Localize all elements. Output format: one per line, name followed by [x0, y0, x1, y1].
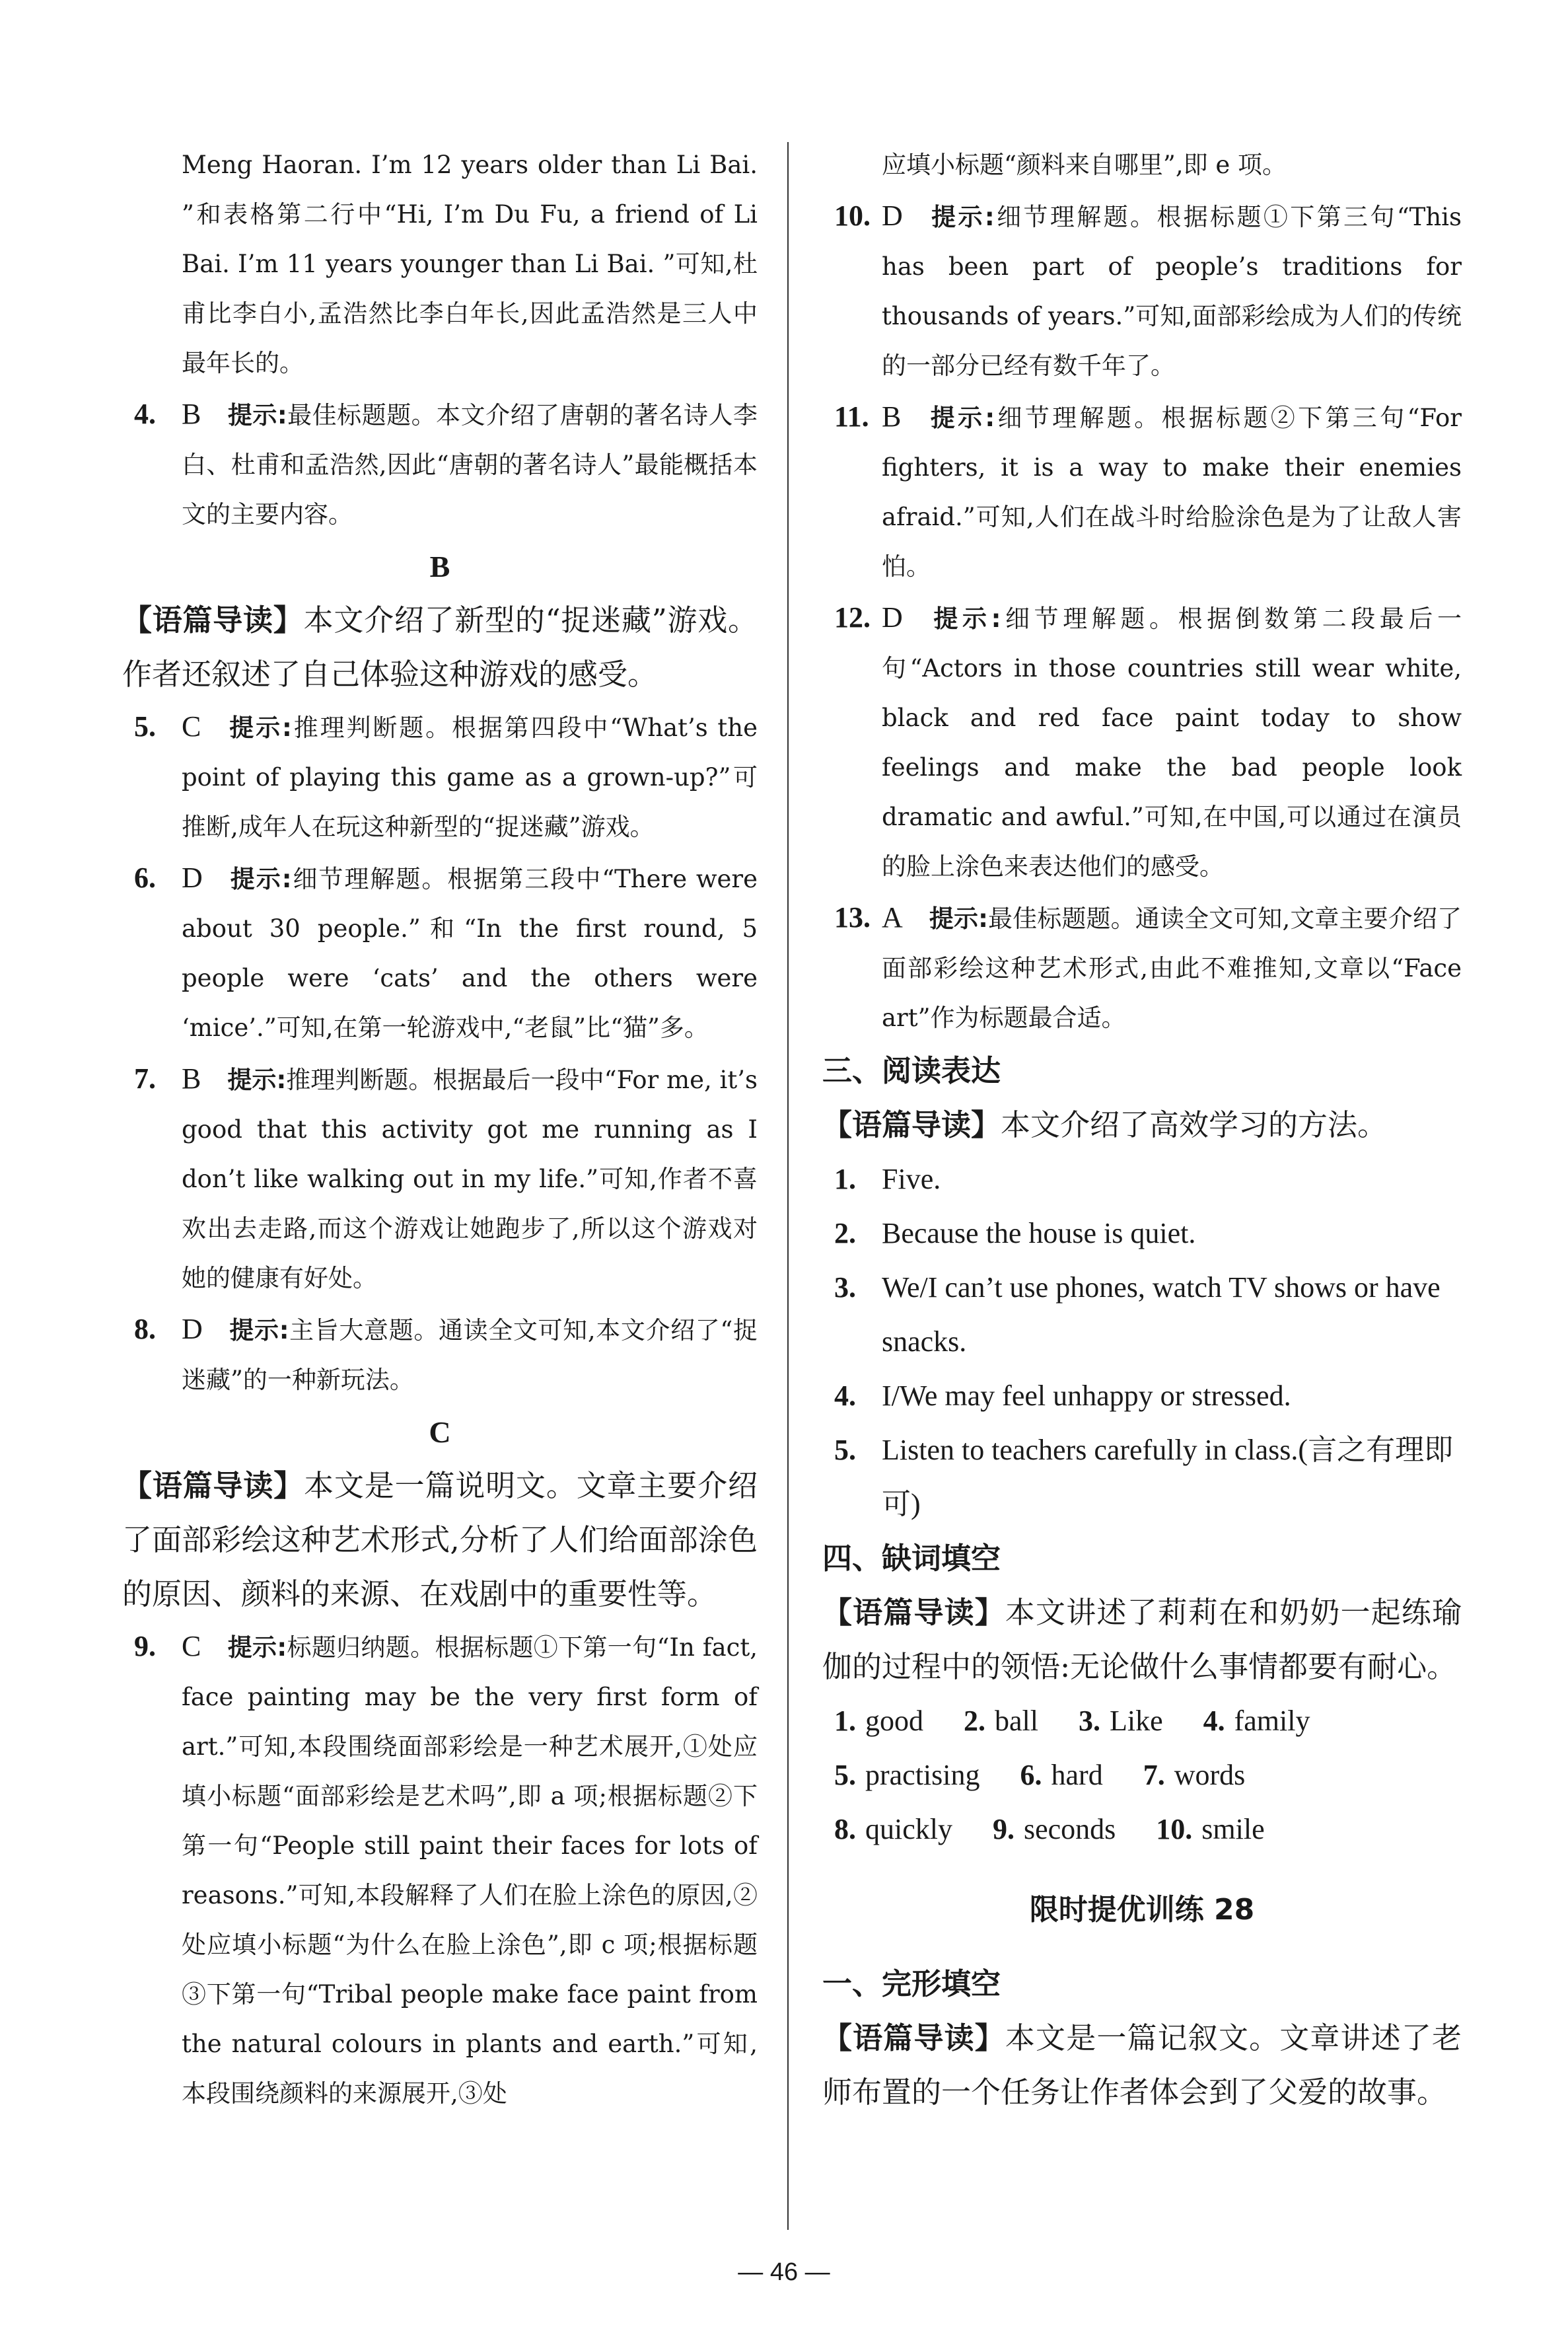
section-b-heading: B: [429, 550, 450, 583]
guide-text: 本文是一篇记叙文。文章讲述了老师布置的一个任务让作者体会到了父爱的故事。: [822, 2020, 1462, 2110]
answer-letter: C: [182, 1630, 201, 1662]
fill-word: words: [1174, 1759, 1246, 1791]
question-number: 4.: [134, 398, 156, 430]
answer-item-6: [122, 853, 758, 1052]
fill-word: ball: [995, 1705, 1038, 1737]
answer-item-13: [822, 893, 1462, 1043]
question-number: 13.: [834, 901, 871, 934]
fill-number: 5.: [834, 1759, 856, 1791]
answer-item-10: [822, 191, 1462, 390]
fill-number: 4.: [1203, 1705, 1225, 1737]
fill-number: 9.: [992, 1813, 1015, 1845]
answer-letter: B: [182, 398, 201, 430]
fill-word: hard: [1051, 1759, 1103, 1791]
right-column: [822, 140, 1462, 2120]
hint-label: 提示:: [927, 404, 995, 432]
fill-number: 10.: [1156, 1813, 1193, 1845]
fill-word: practising: [865, 1759, 980, 1791]
answer-letter: D: [882, 601, 903, 634]
fill-word: smile: [1201, 1813, 1265, 1845]
fill-row-2: [822, 1748, 1462, 1802]
exercise-title: 限时提优训练 28: [1029, 1893, 1255, 1927]
answer-letter: B: [182, 1062, 201, 1095]
question-number: 5.: [134, 710, 156, 743]
answer-item-7: [122, 1054, 758, 1303]
answer-number: 2.: [834, 1217, 856, 1249]
hint-label: 提示:: [229, 865, 292, 893]
explanation-text: 标题归纳题。根据标题①下第一句“In fact, face painting may be the very first form of art.”可知,本段围绕面部彩绘是一种艺术展开,①处应填小标题“面部彩绘是艺术吗”,即 a 项;根据标题②下第一句“People still paint their faces for lots of reasons.”可知,本段解释了人们在脸上涂色的原因,②处应填小标题“为什么在脸上涂色”,即 c 项;根据标题③下第一句“Tribal people make face paint from the natural colours in plants and earth.”可知,本段围绕颜料的来源展开,③处: [182, 1633, 758, 2108]
reading-answer-2: [822, 1206, 1462, 1261]
answer-number: 3.: [834, 1271, 856, 1304]
guide-3: [822, 1098, 1462, 1152]
explanation-text: 细节理解题。根据标题①下第三句“This has been part of people’s traditions for thousands of years.”可知,面部彩绘成为人们的传统的一部分已经有数千年了。: [882, 203, 1462, 380]
answer-text: Because the house is quiet.: [882, 1217, 1196, 1249]
question-number: 9.: [134, 1630, 156, 1662]
fill-number: 2.: [964, 1705, 985, 1737]
hint-label: 提示:: [229, 1316, 289, 1345]
part-4-heading: 四、缺词填空: [822, 1541, 1001, 1576]
answer-number: 4.: [834, 1380, 856, 1412]
question-number: 7.: [134, 1062, 156, 1095]
explanation-text: 推理判断题。根据最后一段中“For me, it’s good that this activity got me running as I don’t like walking out in my life.”可知,作者不喜欢出去走路,而这个游戏让她跑步了,所以这个游戏对她的健康有好处。: [182, 1066, 758, 1292]
answer-letter: D: [182, 1313, 203, 1345]
answer-item-12: [822, 593, 1462, 891]
answer-item-8: [122, 1304, 758, 1405]
question-number: 8.: [134, 1313, 156, 1345]
explanation-text: 应填小标题“颜料来自哪里”,即 e 项。: [882, 151, 1287, 179]
answer-letter: D: [882, 200, 903, 232]
hint-label: 提示:: [227, 401, 287, 429]
answer-text: I/We may feel unhappy or stressed.: [882, 1380, 1291, 1412]
column-divider: [787, 142, 789, 2230]
fill-number: 8.: [834, 1813, 856, 1845]
guide-4: [822, 1586, 1462, 1694]
answer-text: Listen to teachers carefully in class.(言之有理即可): [882, 1434, 1454, 1520]
answer-letter: B: [882, 400, 902, 433]
guide-c: [122, 1459, 758, 1621]
answer-item-4: [122, 389, 758, 539]
answer-text: We/I can’t use phones, watch TV shows or have snacks.: [882, 1271, 1441, 1358]
fill-word: family: [1234, 1705, 1310, 1737]
answer-letter: A: [882, 901, 903, 934]
answer-letter: C: [182, 710, 201, 743]
reading-answers: [822, 1152, 1462, 1532]
guide-text: 本文是一篇说明文。文章主要介绍了面部彩绘这种艺术形式,分析了人们给面部涂色的原因、颜料的来源、在戏剧中的重要性等。: [122, 1468, 758, 1611]
q3-continuation: [122, 140, 758, 388]
explanation-text: 细节理解题。根据倒数第二段最后一句“Actors in those countries still wear white, black and red face paint today to show feelings and make the bad people look dramatic and awful.”可知,在中国,可以通过在演员的脸上涂色来表达他们的感受。: [882, 605, 1462, 881]
section-c-heading: C: [429, 1415, 451, 1449]
guide-b: [122, 593, 758, 702]
guide-label: 【语篇导读】: [822, 1595, 1005, 1630]
answer-letter: D: [182, 862, 203, 894]
fill-row-3: [822, 1802, 1462, 1857]
fill-number: 1.: [834, 1705, 856, 1737]
answer-item-9: [122, 1621, 758, 2118]
question-number: 11.: [834, 400, 869, 433]
hint-label: 提示:: [929, 605, 1001, 633]
guide-label: 【语篇导读】: [822, 1107, 1001, 1142]
explanation-text: 细节理解题。根据标题②下第三句“For fighters, it is a way to make their enemies afraid.”可知,人们在战斗时给脸涂色是为了让敌人害怕。: [882, 404, 1462, 581]
explanation-text: 推理判断题。根据第四段中“What’s the point of playing this game as a grown-up?”可推断,成年人在玩这种新型的“捉迷藏”游戏。: [182, 714, 758, 841]
part-3-heading: 三、阅读表达: [822, 1053, 1001, 1088]
answer-item-11: [822, 392, 1462, 591]
fill-row-1: [822, 1694, 1462, 1748]
hint-label: 提示:: [929, 203, 995, 231]
hint-label: 提示:: [227, 1066, 287, 1094]
reading-answer-1: [822, 1152, 1462, 1206]
hint-label: 提示:: [227, 714, 292, 742]
question-number: 10.: [834, 200, 871, 232]
answer-number: 5.: [834, 1434, 856, 1466]
fill-number: 3.: [1078, 1705, 1100, 1737]
explanation-text: 主旨大意题。通读全文可知,本文介绍了“捉迷藏”的一种新玩法。: [182, 1316, 758, 1394]
guide-text: 本文介绍了新型的“捉迷藏”游戏。作者还叙述了自己体验这种游戏的感受。: [122, 603, 758, 692]
question-number: 6.: [134, 862, 156, 894]
question-number: 12.: [834, 601, 871, 634]
fill-word: Like: [1109, 1705, 1163, 1737]
answer-number: 1.: [834, 1163, 856, 1195]
reading-answer-5: [822, 1423, 1462, 1532]
reading-answer-4: [822, 1369, 1462, 1423]
fill-word: good: [865, 1705, 923, 1737]
fill-number: 6.: [1020, 1759, 1042, 1791]
fill-word: seconds: [1023, 1813, 1116, 1845]
explanation-text: 最佳标题题。通读全文可知,文章主要介绍了面部彩绘这种艺术形式,由此不难推知,文章以“Face art”作为标题最合适。: [882, 904, 1462, 1032]
left-column: [122, 140, 758, 2120]
explanation-text: Meng Haoran. I’m 12 years older than Li Bai. ”和表格第二行中“Hi, I’m Du Fu, a friend of Li Bai. I’m 11 years younger than Li Bai. ”可知,杜甫比李白小,孟浩然比李白年长,因此孟浩然是三人中最年长的。: [182, 151, 758, 377]
answer-item-5: [122, 702, 758, 852]
answer-text: Five.: [882, 1163, 941, 1195]
fill-number: 7.: [1143, 1759, 1165, 1791]
reading-answer-3: [822, 1261, 1462, 1369]
q9-continuation: [822, 140, 1462, 190]
fill-word: quickly: [865, 1813, 952, 1845]
hint-label: 提示:: [227, 1633, 287, 1662]
part-1-heading: 一、完形填空: [822, 1966, 1001, 2001]
guide-1: [822, 2011, 1462, 2120]
guide-label: 【语篇导读】: [822, 2020, 1005, 2055]
guide-label: 【语篇导读】: [122, 603, 304, 638]
explanation-text: 细节理解题。根据第三段中“There were about 30 people.”和“In the first round, 5 people were ‘cats’ and the others were ‘mice’.”可知,在第一轮游戏中,“老鼠”比“猫”多。: [182, 865, 758, 1042]
explanation-text: 最佳标题题。本文介绍了唐朝的著名诗人李白、杜甫和孟浩然,因此“唐朝的著名诗人”最能概括本文的主要内容。: [182, 401, 758, 529]
guide-text: 本文讲述了莉莉在和奶奶一起练瑜伽的过程中的领悟:无论做什么事情都要有耐心。: [822, 1595, 1462, 1684]
hint-label: 提示:: [929, 904, 988, 933]
page-number: — 46 —: [738, 2258, 830, 2286]
guide-label: 【语篇导读】: [122, 1468, 304, 1503]
guide-text: 本文介绍了高效学习的方法。: [1001, 1107, 1388, 1142]
